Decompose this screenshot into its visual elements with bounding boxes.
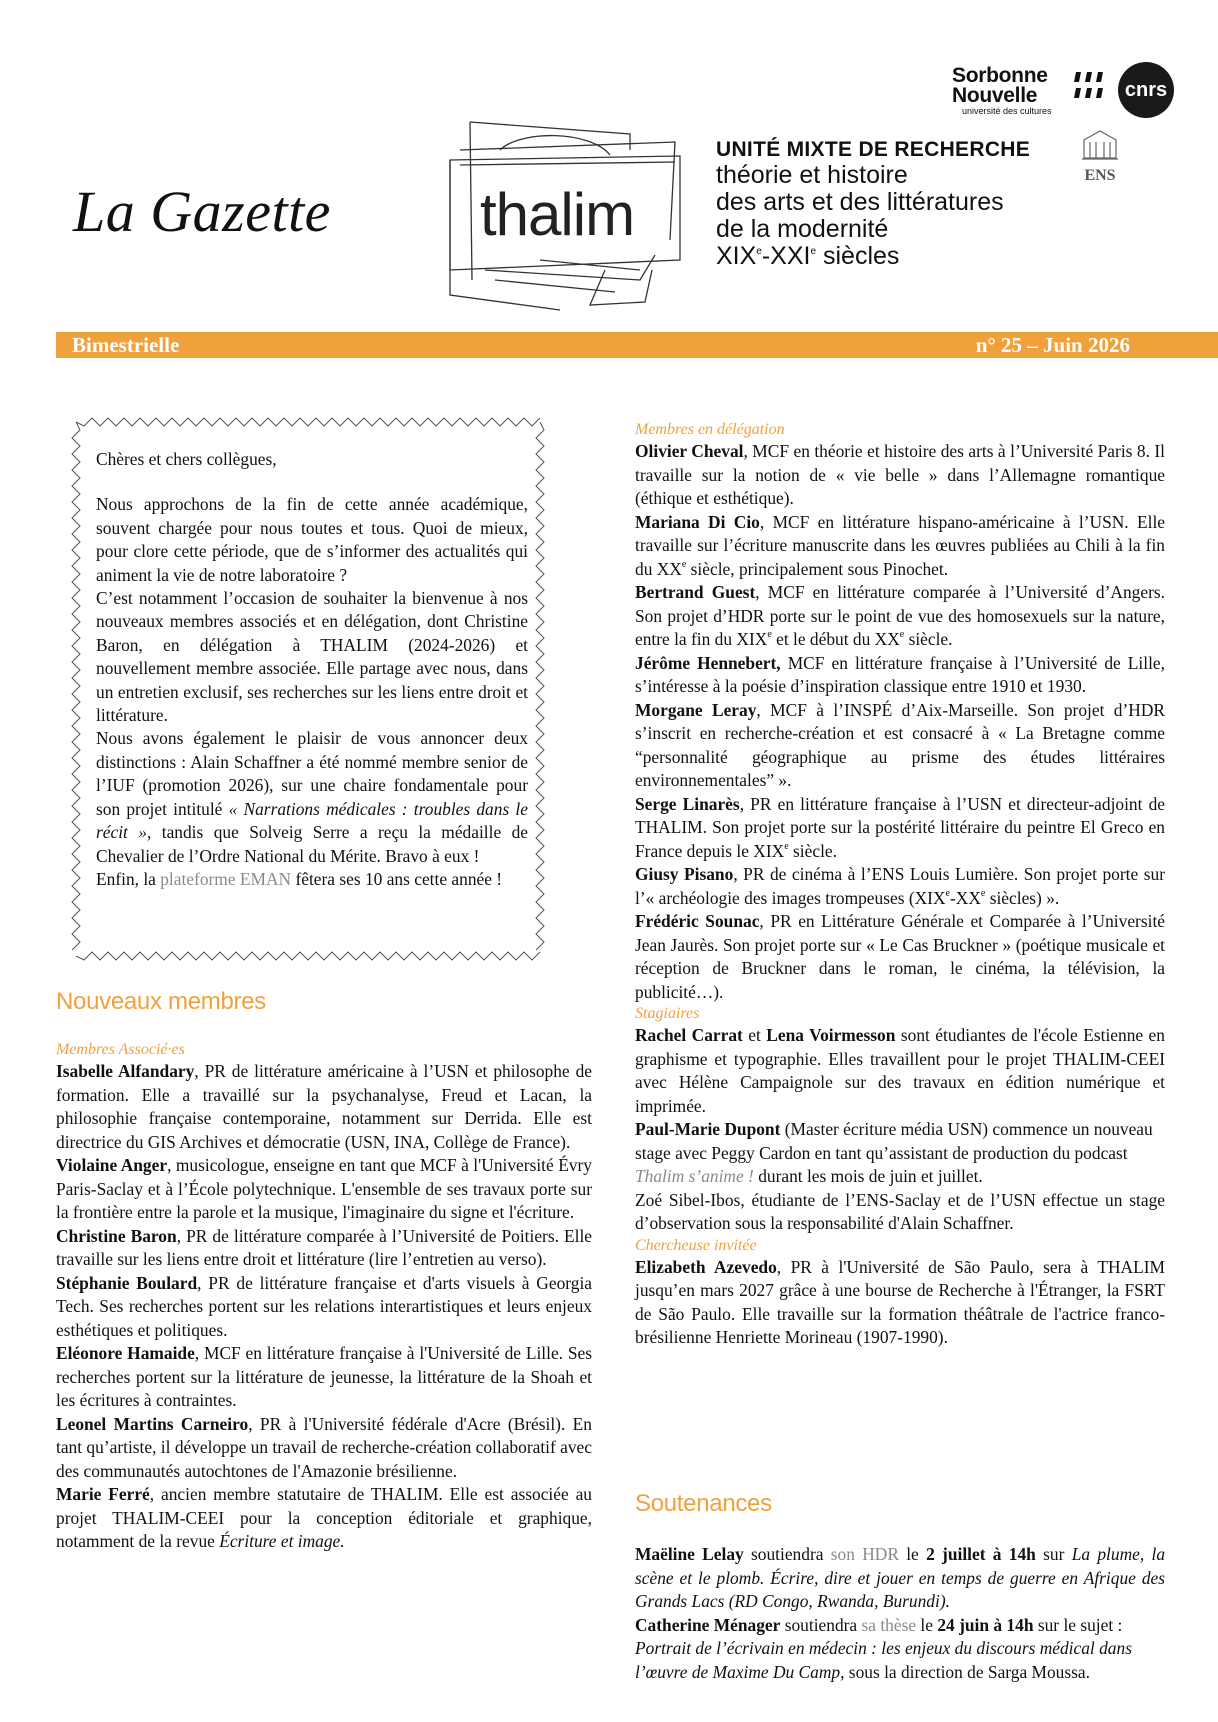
member-text: MCF en littérature française à l’Université de Lille, s’intéresse à la poésie d’inspiration classique entre 1910 et 1930. [635,652,1165,696]
list-item [56,1225,592,1272]
list-item [56,1483,592,1554]
editorial-p3-b: , tandis que Solveig Serre a reçu la médaille de Chevalier de l’Ordre National du Mérite. Bravo à eux ! [96,822,528,866]
list-item [635,910,1165,1004]
member-text: , MCF à l’INSPÉ d’Aix-Marseille. Son projet d’HDR s’inscrit en recherche-création et est consacré à « La Bretagne comme “personnalité géographique au prisme des études littéraires environnementales” ». [635,699,1166,790]
list-item [635,1024,1165,1118]
member-text: siècle, principalement sous Pinochet. [686,558,949,579]
century-a-sup: e [756,245,762,257]
member-text: sont étudiantes de l'école Estienne en graphisme et typographie. Elles travaillent pour le projet THALIM-CEEI avec Hélène Campaignole sur des travaux en édition numérique et imprimée. [635,1025,1165,1116]
editorial-p4-b: fêtera ses 10 ans cette année ! [291,868,503,889]
member-name: Eléonore Hamaide [56,1343,195,1363]
defense-text: sur le sujet : [1033,1614,1123,1635]
member-sup: e [681,558,687,570]
member-sup: e [980,887,986,899]
member-text: , MCF en littérature française à l'Université de Lille. Ses recherches portent sur la littérature de jeunesse, la littérature de la Shoah et les écritures à contraintes. [56,1343,592,1410]
editorial-p4-a: Enfin, la [96,868,161,889]
member-sup: e [945,887,950,899]
list-item [56,1413,592,1484]
list-item [56,1272,592,1343]
thalim-logo [440,120,700,320]
umr-line-5 [716,243,1030,270]
defense-text: soutiendra [743,1544,831,1564]
editorial-p3-italic: « Narrations médicales : troubles dans le récit » [96,798,528,843]
editorial-paragraph-3 [96,727,528,867]
member-name: Leonel Martins Carneiro [56,1413,249,1434]
umr-block [716,138,1030,270]
member-name: Christine Baron [56,1225,177,1246]
member-name: Isabelle Alfandary [56,1061,195,1081]
member-name: Bertrand Guest [635,582,756,602]
list-item [635,1614,1165,1685]
list-item [56,1342,592,1413]
sorbonne-nouvelle-logo [952,66,1052,116]
sorbonne-bars-icon [1074,70,1110,106]
member-name: Olivier Cheval [635,441,744,461]
member-text: , MCF en littérature hispano-américaine à l’USN. Elle travaille sur l’écriture manuscrite dans les œuvres publiées au Chili à la fin du XX [635,511,1165,579]
member-name: Lena Voirmesson [766,1025,896,1045]
member-text: et le début du XX [771,629,900,649]
list-item [635,793,1165,864]
list-item [635,581,1165,652]
list-item [56,1154,592,1225]
umr-line-3: des arts et des littératures [716,188,1004,216]
member-text: , musicologue, enseigne en tant que MCF à l'Université Évry Paris-Saclay et à l’École polytechnique. L'ensemble de ses travaux porte sur la frontière entre la parole et la musique, l'imaginaire du signe et l'écriture. [56,1155,592,1222]
member-name: Mariana Di Cio [635,511,760,532]
delegation-label: Membres en délégation [635,421,785,438]
member-sup: e [784,840,789,852]
delegation-column [635,420,1165,1350]
member-text: , PR de littérature comparée à l’Université de Poitiers. Elle travaille sur les liens entre droit et littérature (lire l’entretien au verso). [56,1225,593,1269]
soutenances-list [635,1543,1165,1684]
nouveaux-membres-title: Nouveaux membres [56,988,266,1015]
defense-text: le [898,1544,927,1564]
umr-title: UNITÉ MIXTE DE RECHERCHE [716,138,1031,161]
sorbonne-line-1: Sorbonne [952,64,1048,87]
member-name: Elizabeth Azevedo [635,1256,777,1277]
defense-text: sur [1035,1544,1072,1564]
chercheuse-label: Chercheuse invitée [635,1236,757,1254]
ens-logo [1076,128,1124,185]
defense-title: La plume, la scène et le plomb. Écrire, dire et jouer en temps de guerre en Afrique des Grands Lacs (RD Congo, Rwanda, Burundi). [635,1544,1166,1611]
list-item [635,863,1165,910]
eman-link[interactable]: plateforme EMAN [160,868,292,889]
umr-line-4: de la modernité [716,215,889,243]
member-italic: Écriture et image. [219,1531,345,1551]
member-name: Giusy Pisano [635,864,734,884]
candidate-name: Maëline Lelay [635,1544,744,1564]
member-text: siècle. [788,840,837,861]
issue-band [56,332,1218,358]
member-text: -XX [949,887,981,908]
member-sup: e [767,629,772,641]
ens-label: ENS [1084,167,1116,184]
list-item [635,699,1165,793]
member-text: , PR de littérature française et d'arts visuels à Georgia Tech. Ses recherches portent sur les relations interartistiques et leurs enjeux esthétiques et politiques. [56,1272,592,1340]
stagiaires-label: Stagiaires [635,1005,700,1022]
member-text: , MCF en théorie et histoire des arts à l’Université Paris 8. Il travaille sur la notion de « vie belle » dans l’Allemagne romantique (éthique et esthétique). [635,441,1165,508]
list-item [635,1256,1165,1350]
editorial [96,448,528,891]
hdr-link[interactable]: son HDR [830,1544,899,1564]
century-a: XIX [716,242,757,270]
editorial-paragraph-1: Nous approchons de la fin de cette année académique, souvent chargée pour nous toutes et tous. Quoi de mieux, pour clore cette période, que de s’informer des actualités qui animent la vie de notre laboratoire ? [96,494,528,585]
gazette-title: La Gazette [73,179,331,244]
member-name: Paul-Marie Dupont [635,1119,781,1139]
periodicity: Bimestrielle [72,333,180,357]
list-item [635,1543,1165,1614]
member-text: (Master écriture média USN) commence un nouveau stage avec Peggy Cardon en tant qu’assistant de production du podcast [635,1119,1153,1163]
list-item [635,511,1165,582]
defense-text: , sous la direction de Sarga Moussa. [840,1661,1090,1682]
member-text: , MCF en littérature comparée à l’Université d’Angers. Son projet d’HDR porte sur le point de vue des homosexuels sur la nature, entre la fin du XIX [635,582,1165,649]
associes-label: Membres Associé·es [56,1041,185,1058]
list-item [635,1118,1165,1189]
member-text: siècle. [904,629,953,649]
umr-line-2: théorie et histoire [716,161,908,189]
century-c: siècles [816,242,900,270]
member-text: et [742,1025,767,1045]
member-name: Frédéric Sounac [635,911,760,931]
list-item [56,1060,592,1154]
member-text: , ancien membre statutaire de THALIM. Elle est associée au projet THALIM-CEEI pour la conception éditoriale et graphique, notamment de la revue [56,1484,593,1551]
member-text: , PR en Littérature Générale et Comparée à l’Université Jean Jaurès. Son projet porte sur « Le Cas Bruckner » (poétique musicale et réception de Bruckner dans le roman, le cinéma, la télévision, la publicité…). [635,911,1165,1002]
defense-date: 2 juillet à 14h [926,1544,1036,1564]
thalim-logo-text: thalim [480,181,635,248]
member-text: durant les mois de juin et juillet. [753,1166,983,1186]
century-b-sup: e [810,245,817,257]
member-text: , PR à l'Université de São Paulo, sera à THALIM jusqu’en mars 2027 grâce à une bourse de Recherche à l'Étranger, la FSRT de São Paulo. Elle travaille sur la formation théâtrale de l'actrice franco-brésilienne Henriette Morineau (1907-1990). [635,1256,1165,1347]
member-name: Rachel Carrat [635,1025,743,1045]
member-text: , PR de cinéma à l’ENS Louis Lumière. Son projet porte sur l’« archéologie des images trompeuses (XIX [635,864,1165,908]
century-b: -XXI [761,242,811,270]
list-item [635,440,1165,511]
editorial-paragraph-2: C’est notamment l’occasion de souhaiter la bienvenue à nos nouveaux membres associés et en délégation, dont Christine Baron, en délégation à THALIM (2024-2026) et nouvellement membre associée. Elle partage avec nous, dans un entretien exclusif, ses recherches sur les liens entre droit et littérature. [96,588,528,726]
member-name: Serge Linarès [635,793,740,814]
member-sup: e [899,629,905,641]
thesis-link[interactable]: sa thèse [861,1614,917,1635]
member-text: siècles) ». [985,887,1060,908]
member-text: , PR à l'Université fédérale d'Acre (Brésil). En tant qu’artiste, il développe un travail de recherche-création collaboratif avec des communautés autochtones de l'Amazonie brésilienne. [56,1413,592,1481]
ens-building-icon [1080,128,1120,162]
podcast-link[interactable]: Thalim s’anime ! [635,1166,754,1186]
member-name: Morgane Leray [635,699,757,720]
editorial-greeting: Chères et chers collègues, [96,449,277,469]
member-name: Violaine Anger [56,1155,168,1175]
defense-title: Portrait de l’écrivain en médecin : les enjeux du discours médical dans l’œuvre de Maxime Du Camp [635,1638,1132,1682]
editorial-p3-a: Nous avons également le plaisir de vous annoncer deux distinctions : Alain Schaffner a été nommé membre senior de l’IUF (promotion 2026), sur une chaire fondamentale pour son projet intitulé [96,728,528,819]
soutenances-title: Soutenances [635,1490,772,1517]
list-item [635,652,1165,699]
sorbonne-line-2: Nouvelle [952,84,1038,107]
editorial-paragraph-4 [96,868,528,891]
defense-date: 24 juin à 14h [937,1614,1034,1635]
issue-number: n° 25 – Juin 2026 [975,333,1130,357]
member-name: Marie Ferré [56,1484,150,1504]
member-name: Stéphanie Boulard [56,1272,198,1293]
member-name: Jérôme Hennebert, [635,652,781,673]
defense-text: le [916,1614,938,1635]
member-text: , PR en littérature française à l’USN et directeur-adjoint de THALIM. Son projet porte sur la postérité littéraire du peintre El Greco en France depuis le XIX [635,793,1166,861]
sorbonne-line-3: université des cultures [962,106,1052,116]
member-text: , PR de littérature américaine à l’USN et philosophe de formation. Elle a travaillé sur la psychanalyse, Freud et Lacan, la philosophie française contemporaine, notamment sur Derrida. Elle est directrice du GIS Archives et démocratie (USN, INA, Collège de France). [56,1061,592,1152]
associes-list [56,1040,592,1554]
associes-entries [56,1060,592,1483]
cnrs-logo: cnrs [1118,62,1174,118]
list-item: Zoé Sibel-Ibos, étudiante de l’ENS-Saclay et de l’USN effectue un stage d’observation sous la responsabilité d'Alain Schaffner. [635,1189,1165,1233]
defense-text: soutiendra [780,1614,862,1635]
candidate-name: Catherine Ménager [635,1614,781,1635]
